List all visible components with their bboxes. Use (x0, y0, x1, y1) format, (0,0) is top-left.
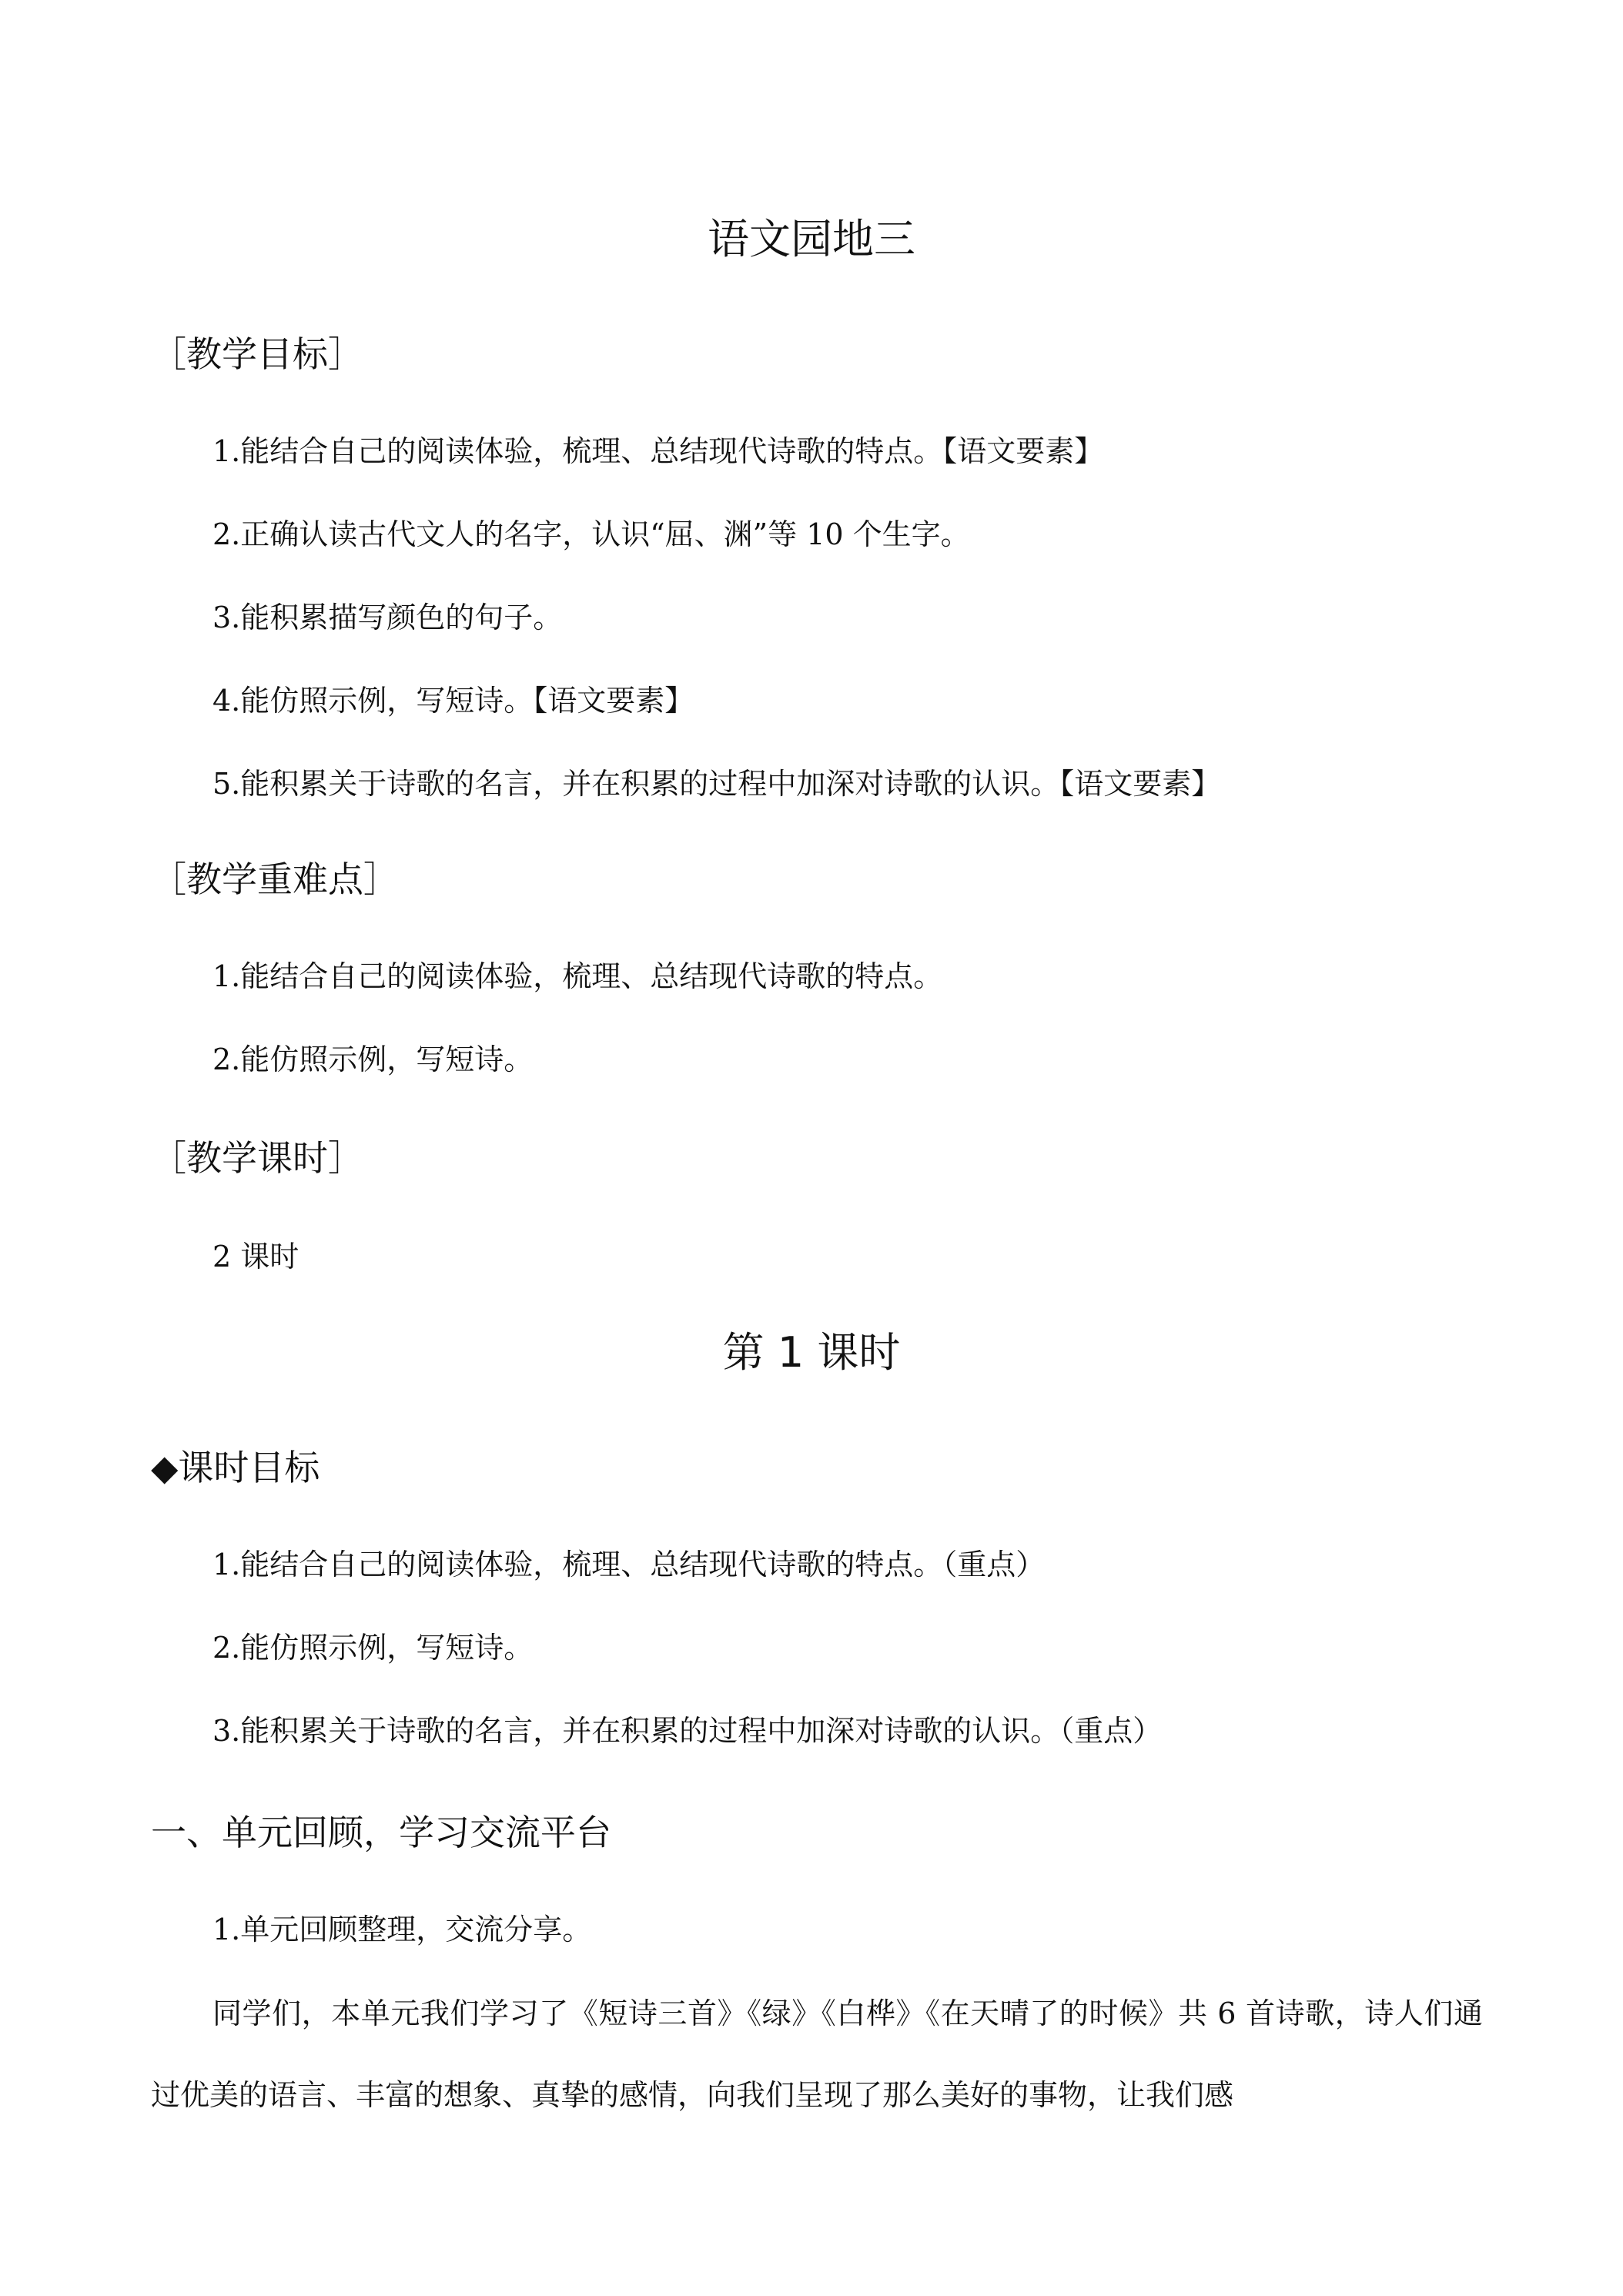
hours-value: 2 课时 (212, 1240, 300, 1274)
document-title: 语文园地三 (708, 215, 915, 263)
objective-item: 3.能积累关于诗歌的名言，并在积累的过程中加深对诗歌的认识。（重点） (212, 1714, 1163, 1748)
section-heading-goals: ［教学目标］ (151, 333, 363, 375)
goal-item: 2.正确认读古代文人的名字，认识“屈、渊”等 10 个生字。 (212, 517, 970, 551)
objective-item: 2.能仿照示例，写短诗。 (212, 1631, 534, 1665)
goal-item: 4.能仿照示例，写短诗。【语文要素】 (212, 684, 694, 718)
goal-item: 1.能结合自己的阅读体验，梳理、总结现代诗歌的特点。【语文要素】 (212, 434, 1104, 468)
part1-heading: 一、单元回顾，学习交流平台 (151, 1812, 611, 1853)
goal-item: 3.能积累描写颜色的句子。 (212, 601, 563, 634)
key-point-item: 2.能仿照示例，写短诗。 (212, 1043, 534, 1076)
section-heading-hours: ［教学课时］ (151, 1137, 363, 1179)
part1-step: 1.单元回顾整理，交流分享。 (212, 1913, 592, 1946)
key-point-item: 1.能结合自己的阅读体验，梳理、总结现代诗歌的特点。 (212, 959, 943, 993)
lesson-title: 第 1 课时 (722, 1328, 901, 1377)
part1-paragraph: 同学们，本单元我们学习了《短诗三首》《绿》《白桦》《在天晴了的时候》共 6 首诗歌，诗人们通过优美的语言、丰富的想象、真挚的感情，向我们呈现了那么美好的事物，让我们感 (151, 1996, 1483, 2112)
objectives-heading: ◆课时目标 (151, 1447, 320, 1488)
section-heading-key-points: ［教学重难点］ (151, 858, 399, 900)
goal-item: 5.能积累关于诗歌的名言，并在积累的过程中加深对诗歌的认识。【语文要素】 (212, 767, 1221, 801)
objective-item: 1.能结合自己的阅读体验，梳理、总结现代诗歌的特点。（重点） (212, 1548, 1046, 1581)
